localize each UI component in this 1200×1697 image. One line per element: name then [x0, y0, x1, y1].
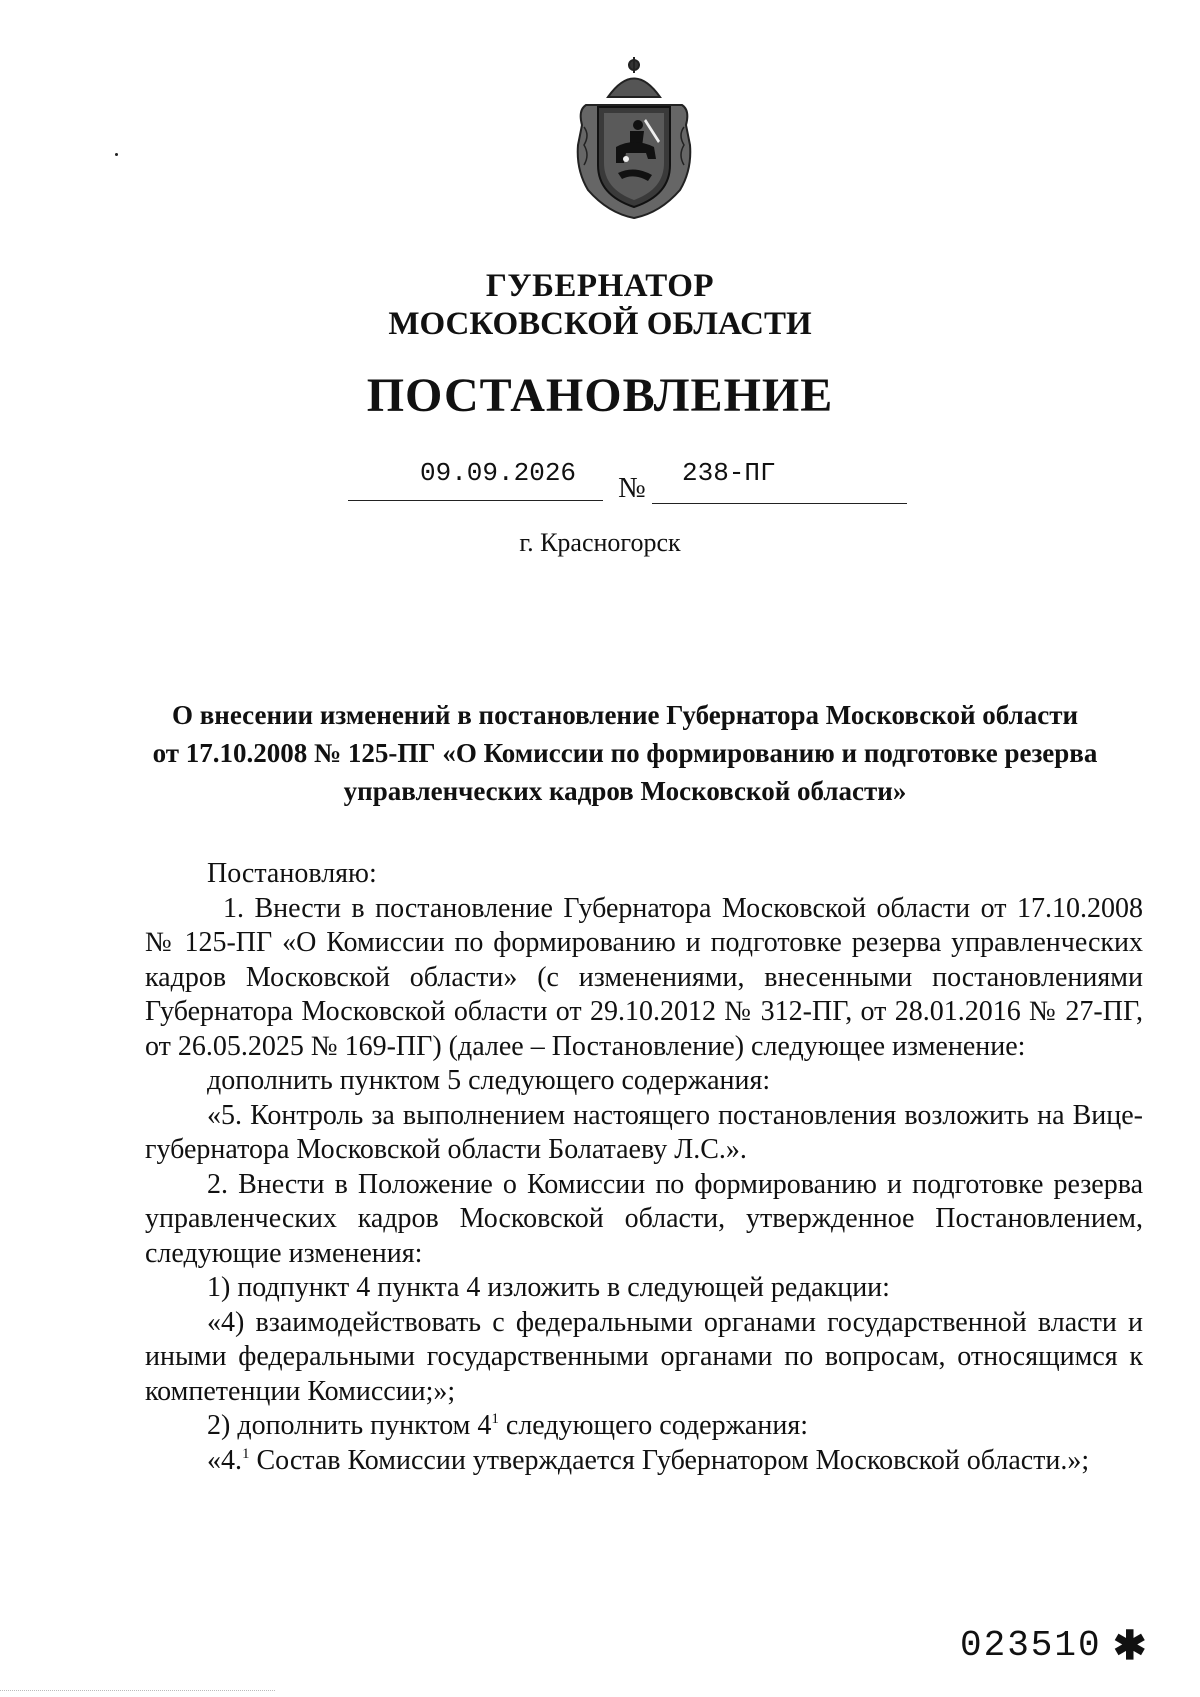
- item-2-sub-2-quote-paragraph: [145, 1444, 1143, 1479]
- subject-line-3: управленческих кадров Московской области»: [343, 776, 907, 806]
- item-1-quote-paragraph: «5. Контроль за выполнением настоящего постановления возложить на Вице-губернатора Московской области Болатаеву Л.С.».: [145, 1099, 1143, 1165]
- document-date: 09.09.2026: [420, 458, 577, 488]
- date-underline: [348, 500, 603, 501]
- asterisk-mark-icon: ✱: [1113, 1623, 1147, 1668]
- document-city: г. Красногорск: [519, 528, 681, 557]
- item-2-sub-1-paragraph: 1) подпункт 4 пункта 4 изложить в следующей редакции:: [207, 1272, 890, 1303]
- item-2-sub-2-quote-superscript: 1: [242, 1445, 250, 1462]
- document-type-title: ПОСТАНОВЛЕНИЕ: [366, 369, 834, 422]
- item-2-sub-2-quote-text: «4.: [207, 1444, 242, 1476]
- item-2-paragraph: 2. Внести в Положение о Комиссии по формированию и подготовке резерва управленческих кадров Московской области, утвержденное Постановлением, следующие изменения:: [145, 1168, 1143, 1269]
- item-2-sub-2-text: 2) дополнить пунктом 4: [207, 1410, 492, 1441]
- item-1-paragraph: 1. Внести в постановление Губернатора Московской области от 17.10.2008 № 125-ПГ «О Комиссии по формированию и подготовке резерва управленческих кадров Московской области» (с изменениями, внесенными постановлениями Губернатора Московской области от 29.10.2012 № 312-ПГ, от 28.01.2016 № 27-ПГ, от 26.05.2025 № 169-ПГ) (далее – Постановление) следующее изменение:: [145, 892, 1143, 1062]
- subject-line-2: от 17.10.2008 № 125-ПГ «О Комиссии по формированию и подготовке резерва: [152, 738, 1098, 768]
- number-underline: [652, 503, 907, 504]
- document-body: [145, 857, 1143, 1478]
- serial-number: 023510: [960, 1625, 1102, 1666]
- bottom-edge-rule: [0, 1690, 275, 1691]
- document-number: 238-ПГ: [682, 458, 776, 488]
- item-2-sub-1-quote-paragraph: «4) взаимодействовать с федеральными органами государственной власти и иными федеральными государственными органами по вопросам, относящимся к компетенции Комиссии;»;: [145, 1306, 1143, 1407]
- item-2-sub-2-superscript: 1: [491, 1411, 499, 1427]
- authority-title-line1: ГУБЕРНАТОР: [485, 268, 715, 304]
- authority-title-line2: МОСКОВСКОЙ ОБЛАСТИ: [388, 306, 812, 342]
- item-2-sub-2-tail: следующего содержания:: [498, 1410, 808, 1441]
- item-2-sub-2-quote-tail: Состав Комиссии утверждается Губернатором Московской области.»;: [249, 1444, 1090, 1476]
- document-subject: [140, 696, 1110, 810]
- scan-dot: [115, 153, 118, 156]
- coat-of-arms-icon: [568, 55, 700, 220]
- number-sign: №: [618, 472, 646, 504]
- item-1-sub-paragraph: дополнить пунктом 5 следующего содержания:: [207, 1065, 771, 1096]
- subject-line-1: О внесении изменений в постановление Губернатора Московской области: [171, 700, 1079, 730]
- intro-paragraph: Постановляю:: [207, 858, 377, 889]
- item-2-sub-2-paragraph: [145, 1409, 1143, 1444]
